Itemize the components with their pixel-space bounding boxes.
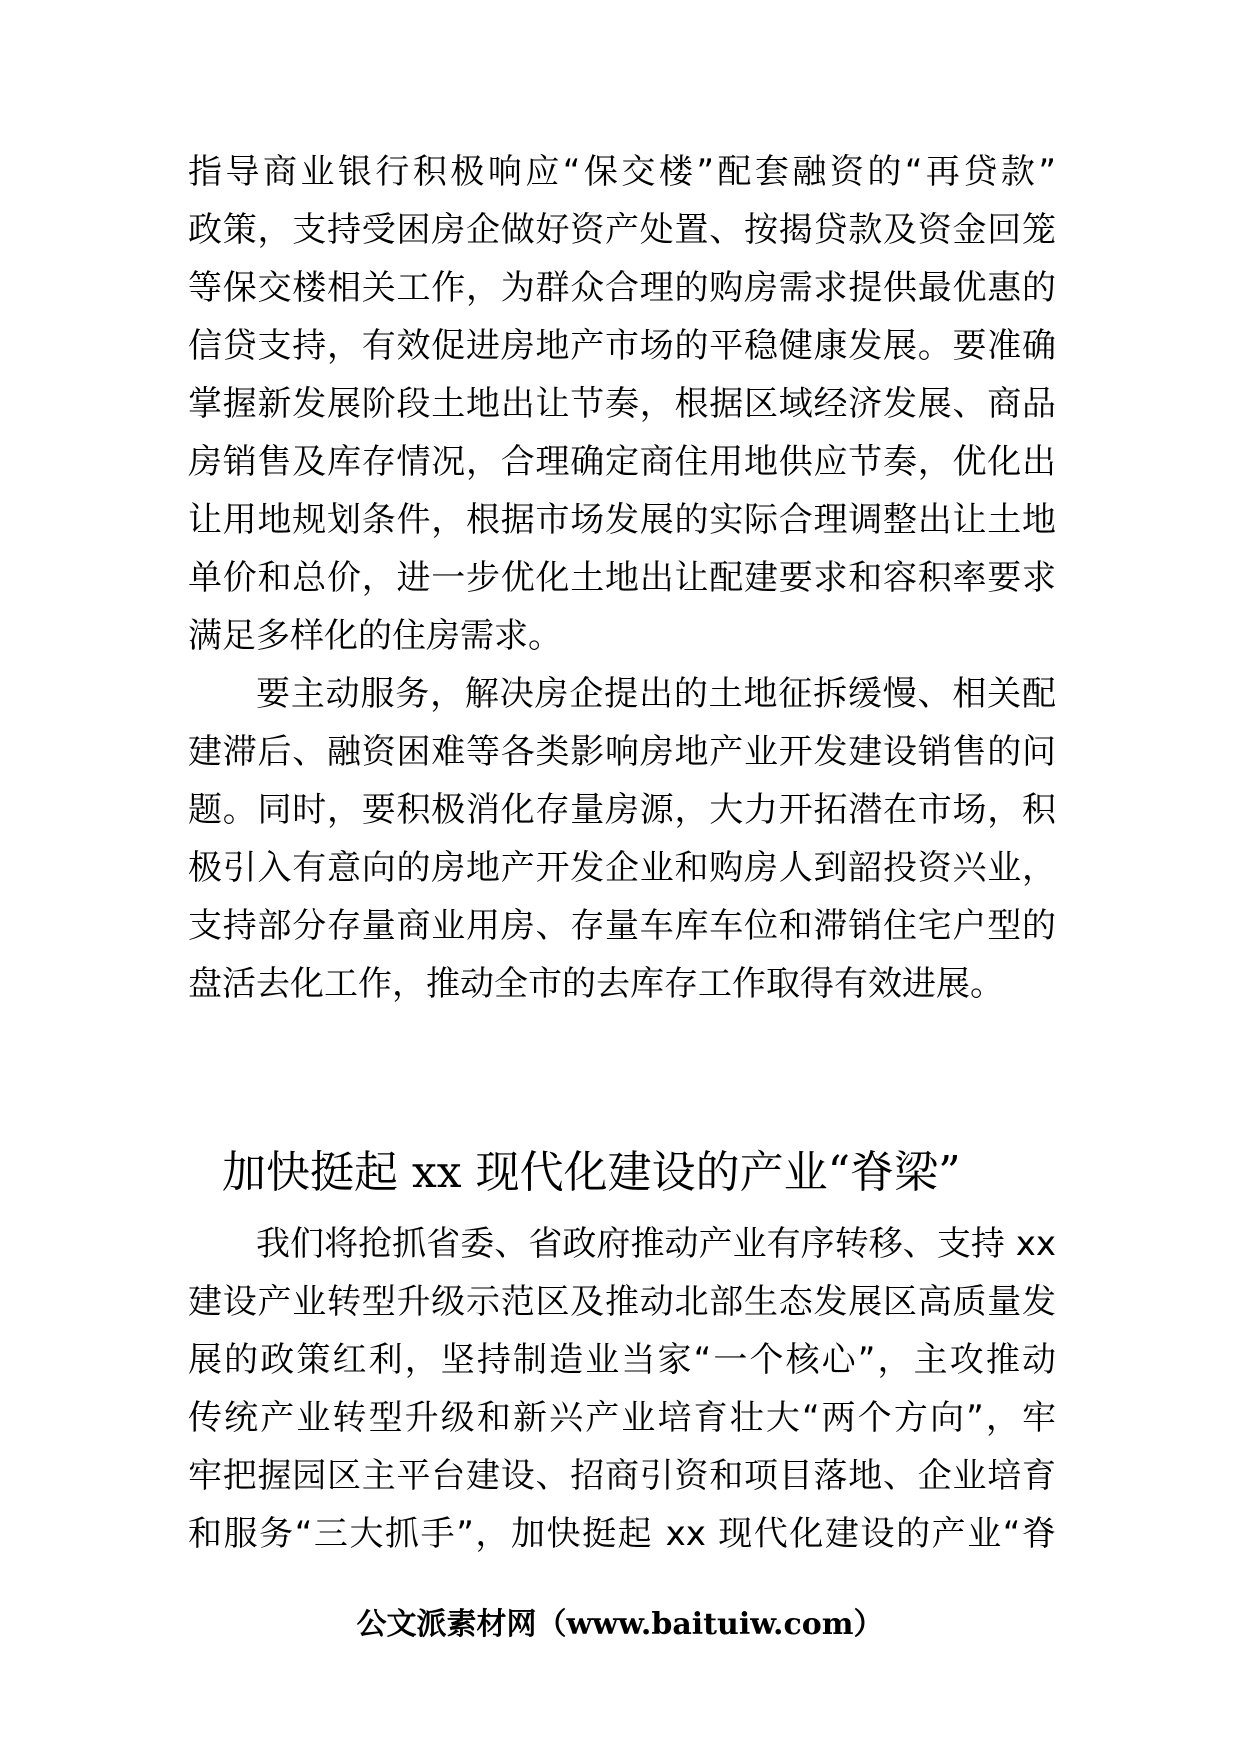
- paragraph-line: 建滞后、融资困难等各类影响房地产业开发建设销售的问: [188, 732, 1056, 772]
- paragraph-line: 单价和总价，进一步优化土地出让配建要求和容积率要求: [188, 558, 1056, 598]
- paragraph-line: 等保交楼相关工作，为群众合理的购房需求提供最优惠的: [188, 268, 1056, 308]
- paragraph-line: 题。同时，要积极消化存量房源，大力开拓潜在市场，积: [188, 790, 1056, 830]
- paragraph-line: 传统产业转型升级和新兴产业培育壮大“两个方向”，牢: [188, 1398, 1056, 1438]
- paragraph-line: 房销售及库存情况，合理确定商住用地供应节奏，优化出: [188, 442, 1056, 482]
- paragraph-line: 满足多样化的住房需求。: [188, 616, 562, 656]
- paragraph-line: 极引入有意向的房地产开发企业和购房人到韶投资兴业，: [188, 848, 1056, 888]
- section-heading: 加快挺起 xx 现代化建设的产业“脊梁”: [222, 1147, 961, 1198]
- paragraph-line: 指导商业银行积极响应“保交楼”配套融资的“再贷款”: [188, 152, 1056, 192]
- paragraph-line: 我们将抢抓省委、省政府推动产业有序转移、支持 xx: [256, 1224, 1056, 1264]
- paragraph-line: 让用地规划条件，根据市场发展的实际合理调整出让土地: [188, 500, 1056, 540]
- paragraph-line: 掌握新发展阶段土地出让节奏，根据区域经济发展、商品: [188, 384, 1056, 424]
- paragraph-line: 政策，支持受困房企做好资产处置、按揭贷款及资金回笼: [188, 210, 1056, 250]
- paragraph-line: 要主动服务，解决房企提出的土地征拆缓慢、相关配: [256, 674, 1056, 714]
- page-footer: 公文派素材网（www.baituiw.com）: [356, 1607, 884, 1642]
- paragraph-line: 支持部分存量商业用房、存量车库车位和滞销住宅户型的: [188, 906, 1056, 946]
- paragraph-line: 展的政策红利，坚持制造业当家“一个核心”，主攻推动: [188, 1340, 1056, 1380]
- paragraph-line: 信贷支持，有效促进房地产市场的平稳健康发展。要准确: [188, 326, 1056, 366]
- paragraph-line: 牢把握园区主平台建设、招商引资和项目落地、企业培育: [188, 1456, 1056, 1496]
- paragraph-line: 建设产业转型升级示范区及推动北部生态发展区高质量发: [188, 1282, 1056, 1322]
- paragraph-line: 和服务“三大抓手”，加快挺起 xx 现代化建设的产业“脊: [188, 1514, 1056, 1554]
- paragraph-line: 盘活去化工作，推动全市的去库存工作取得有效进展。: [188, 964, 1004, 1004]
